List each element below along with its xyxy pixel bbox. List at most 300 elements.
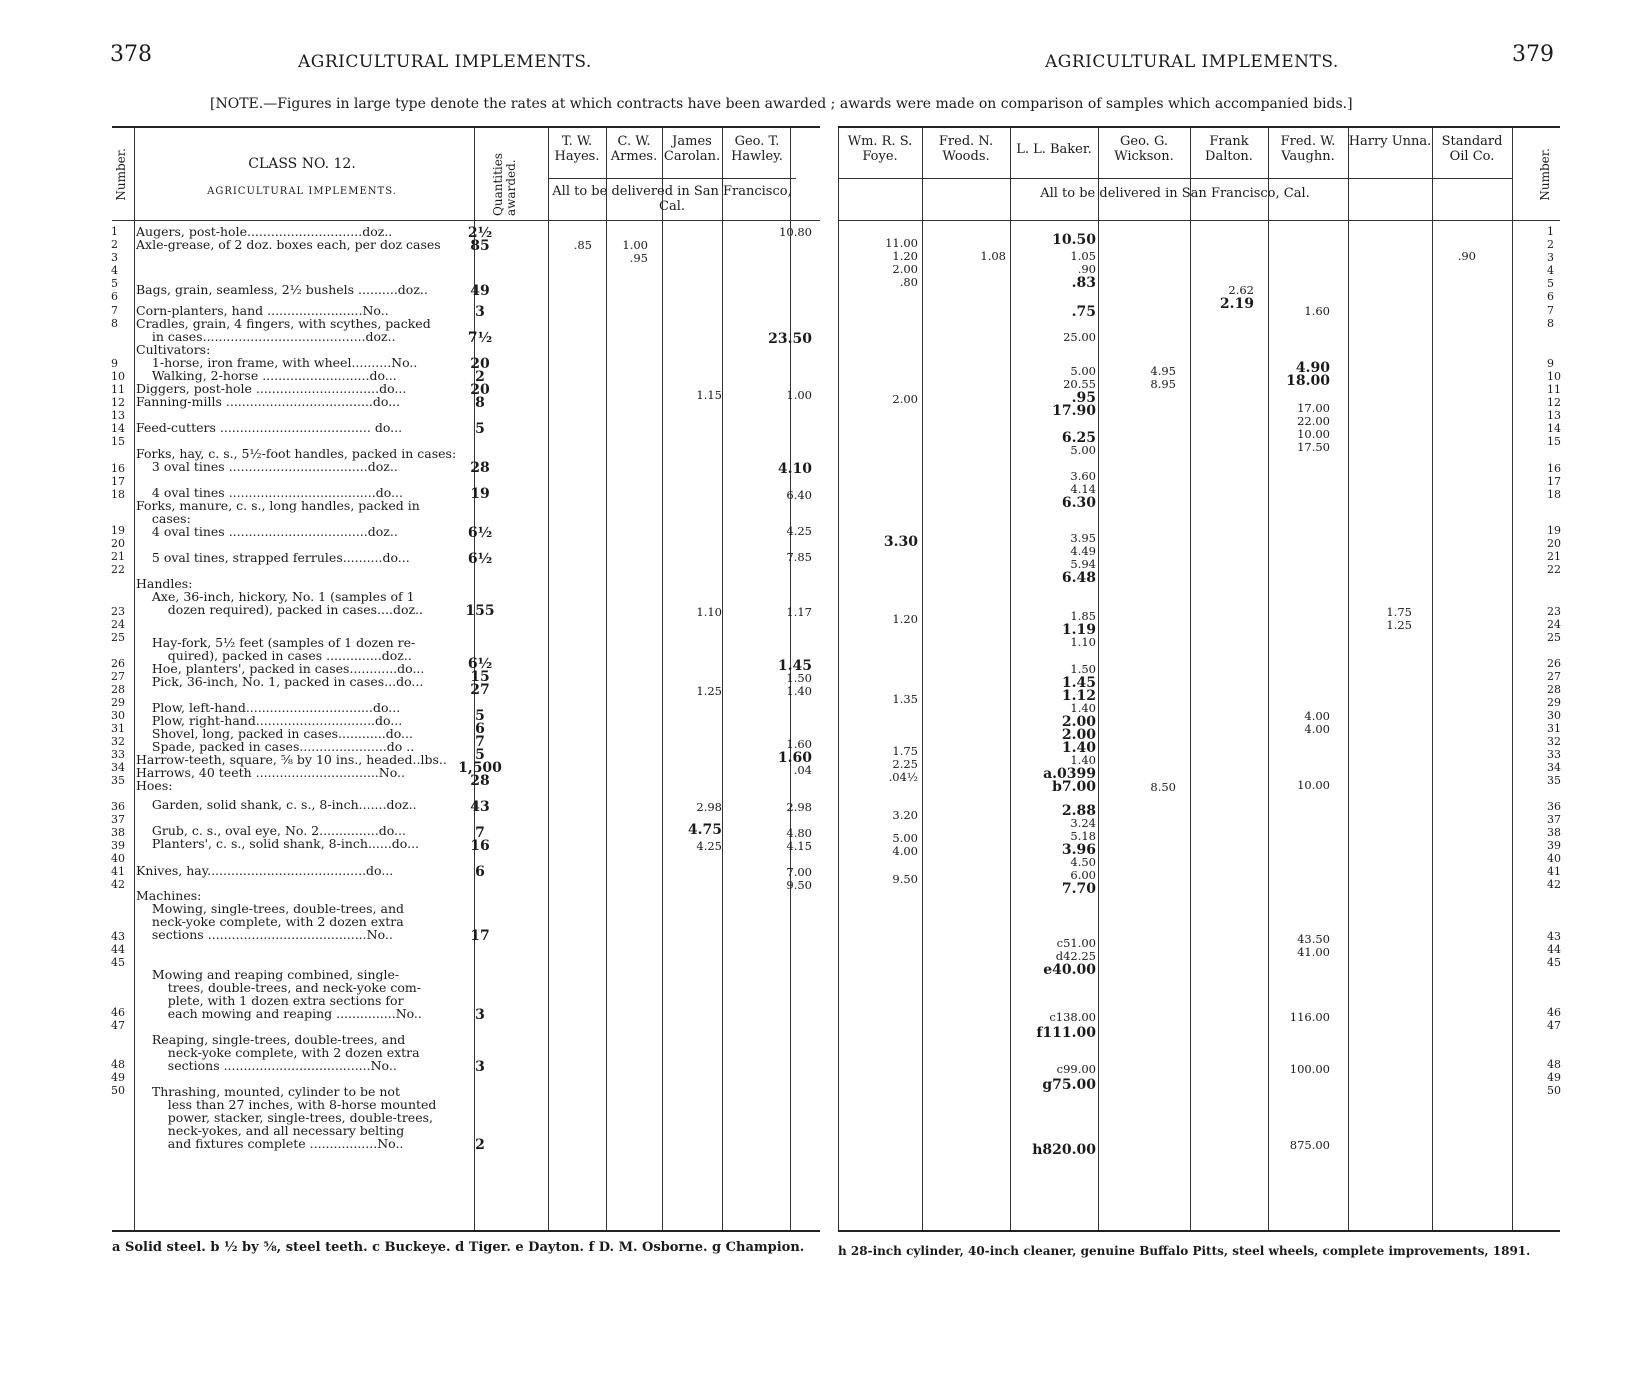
row-number: 49 (1547, 1071, 1561, 1084)
quantity-value: 49 (470, 283, 490, 299)
bid-value: 17.00 (1297, 401, 1330, 415)
bid-value: 7.70 (1061, 881, 1096, 897)
bidder-foye: Wm. R. S. Foye. (847, 134, 913, 164)
bid-value: 4.00 (892, 844, 918, 858)
number-column-label-right: Number. (1538, 148, 1552, 201)
bid-value: 4.25 (696, 839, 722, 853)
bid-value: 9.50 (892, 872, 918, 886)
bid-value: 6.30 (1061, 495, 1096, 511)
quantity-value: 3 (475, 304, 485, 320)
bid-value: .04½ (888, 770, 918, 784)
bid-value: 8.95 (1150, 377, 1176, 391)
quantity-value: 7 (475, 825, 485, 841)
quantity-value: 20 (470, 356, 490, 372)
row-number: 29 (1547, 696, 1561, 709)
item-description: Mowing, single-trees, double-trees, and (136, 901, 405, 916)
row-number: 15 (111, 435, 125, 448)
item-description: Reaping, single-trees, double-trees, and (136, 1032, 406, 1047)
note: [NOTE.—Figures in large type denote the rates at which contracts have been awarded ; awards were made on comparison of samples which accompanied bids.] (210, 96, 1353, 112)
row-number: 23 (1547, 605, 1561, 618)
bid-value: 1.25 (696, 684, 722, 698)
row-number: 36 (1547, 800, 1561, 813)
bid-value: a.0399 (1043, 766, 1096, 782)
quantity-value: 15 (470, 669, 490, 685)
bid-value: 3.95 (1070, 531, 1096, 545)
row-number: 42 (111, 878, 125, 891)
bid-value: 25.00 (1063, 330, 1096, 344)
bid-value: 4.75 (687, 822, 722, 838)
quantity-value: 2 (475, 369, 485, 385)
row-number: 34 (1547, 761, 1561, 774)
row-number: 44 (111, 943, 125, 956)
bidder-baker: L. L. Baker. (1016, 142, 1092, 157)
bid-value: .75 (1071, 304, 1096, 320)
bid-value: .90 (1457, 249, 1476, 263)
bid-value: 18.00 (1286, 373, 1330, 389)
row-number: 8 (111, 317, 118, 330)
bid-value: 1.40 (1061, 740, 1096, 756)
bid-value: 2.19 (1219, 296, 1254, 312)
item-description: Bags, grain, seamless, 2½ bushels ..........doz.. (136, 282, 428, 297)
bid-value: 1.50 (1070, 662, 1096, 676)
bidder-woods: Fred. N. Woods. (938, 134, 994, 164)
bid-value: 1.19 (1061, 622, 1096, 638)
item-description: Plow, left-hand................................do... (136, 700, 401, 715)
row-number: 1 (1547, 225, 1554, 238)
row-number: 21 (1547, 550, 1561, 563)
item-description: Axle-grease, of 2 doz. boxes each, per doz cases (136, 237, 441, 252)
quantity-value: 19 (470, 486, 490, 502)
row-number: 24 (1547, 618, 1561, 631)
bidder-hayes: T. W. Hayes. (554, 134, 600, 164)
bid-value: 1.50 (786, 671, 812, 685)
quantity-value: 8 (475, 395, 485, 411)
item-description: each mowing and reaping ...............No.. (136, 1006, 422, 1021)
quantity-value: 20 (470, 382, 490, 398)
row-number: 46 (111, 1006, 125, 1019)
bid-value: 1.10 (1070, 635, 1096, 649)
bid-value: 1.60 (1304, 304, 1330, 318)
bid-value: 875.00 (1289, 1138, 1330, 1152)
footnote-left: a Solid steel. b ½ by ⅝, steel teeth. c Buckeye. d Tiger. e Dayton. f D. M. Osborne. g Champion. (112, 1240, 805, 1255)
row-number: 28 (1547, 683, 1561, 696)
footnote-right: h 28-inch cylinder, 40-inch cleaner, genuine Buffalo Pitts, steel wheels, complete improvements, 1891. (838, 1244, 1531, 1258)
item-description: Knives, hay........................................do... (136, 863, 394, 878)
quantity-value: 6½ (467, 656, 493, 672)
item-description: quired), packed in cases ..............doz.. (136, 648, 412, 663)
class-label: CLASS NO. 12. (248, 156, 356, 172)
item-description: Diggers, post-hole ...............................do... (136, 381, 407, 396)
bid-value: 5.18 (1070, 829, 1096, 843)
bid-value: 4.50 (1070, 855, 1096, 869)
row-number: 36 (111, 800, 125, 813)
bid-value: 10.50 (1052, 232, 1096, 248)
row-number: 23 (111, 605, 125, 618)
bid-value: 4.15 (786, 839, 812, 853)
item-description: neck-yoke complete, with 2 dozen extra (136, 1045, 420, 1060)
row-number: 40 (111, 852, 125, 865)
bid-value: 3.96 (1061, 842, 1096, 858)
bid-value: g75.00 (1042, 1077, 1096, 1093)
row-number: 35 (111, 774, 125, 787)
bid-value: 8.50 (1150, 780, 1176, 794)
bid-value: 1.20 (892, 612, 918, 626)
item-description: Harrows, 40 teeth ...............................No.. (136, 765, 406, 780)
row-number: 24 (111, 618, 125, 631)
bid-value: 5.00 (892, 831, 918, 845)
bid-value: 1.35 (892, 692, 918, 706)
item-description: Grub, c. s., oval eye, No. 2...............do... (136, 823, 406, 838)
bid-value: 6.40 (786, 488, 812, 502)
quantity-value: 7½ (467, 330, 493, 346)
bid-value: 116.00 (1289, 1010, 1330, 1024)
row-number: 39 (111, 839, 125, 852)
bid-value: 4.49 (1070, 544, 1096, 558)
quantity-value: 6 (475, 721, 485, 737)
row-number: 43 (1547, 930, 1561, 943)
bid-value: b7.00 (1052, 779, 1096, 795)
quantity-value: 7 (475, 734, 485, 750)
bid-value: 1.75 (892, 744, 918, 758)
item-description: dozen required), packed in cases....doz.. (136, 602, 423, 617)
quantity-value: 1,500 (458, 760, 502, 776)
quantities-label: Quantities awarded. (491, 152, 518, 216)
bid-value: 2.62 (1228, 283, 1254, 297)
bid-value: 2.00 (892, 262, 918, 276)
bid-value: 1.45 (1061, 675, 1096, 691)
quantity-value: 17 (470, 928, 490, 944)
bid-value: 1.15 (696, 388, 722, 402)
item-description: neck-yoke complete, with 2 dozen extra (136, 914, 404, 929)
bid-value: 100.00 (1289, 1062, 1330, 1076)
row-number: 9 (111, 357, 118, 370)
quantity-value: 6 (475, 864, 485, 880)
item-description: trees, double-trees, and neck-yoke com- (136, 980, 421, 995)
bid-value: 10.00 (1297, 778, 1330, 792)
row-number: 14 (111, 422, 125, 435)
bid-value: .80 (899, 275, 918, 289)
item-description: Augers, post-hole.............................doz.. (136, 224, 393, 239)
bid-value: .95 (629, 251, 648, 265)
item-description: neck-yokes, and all necessary belting (136, 1123, 405, 1138)
bid-value: 5.94 (1070, 557, 1096, 571)
bid-value: 1.40 (1070, 753, 1096, 767)
row-number: 19 (1547, 524, 1561, 537)
quantity-value: 16 (470, 838, 490, 854)
quantity-value: 3 (475, 1007, 485, 1023)
bid-value: c138.00 (1049, 1010, 1096, 1024)
bid-value: 6.25 (1061, 430, 1096, 446)
row-number: 1 (111, 225, 118, 238)
bid-value: 1.45 (777, 658, 812, 674)
bid-value: 20.55 (1063, 377, 1096, 391)
bid-value: 3.20 (892, 808, 918, 822)
row-number: 47 (1547, 1019, 1561, 1032)
quantity-value: 5 (475, 421, 485, 437)
item-description: Thrashing, mounted, cylinder to be not (136, 1084, 400, 1099)
row-number: 29 (111, 696, 125, 709)
bid-value: 2.00 (892, 392, 918, 406)
item-description: Forks, manure, c. s., long handles, packed in (136, 498, 420, 513)
row-number: 9 (1547, 357, 1554, 370)
bid-value: e40.00 (1043, 962, 1096, 978)
item-description: sections .....................................No.. (136, 1058, 397, 1073)
bid-value: 43.50 (1297, 932, 1330, 946)
item-description: Hoes: (136, 778, 173, 793)
row-number: 28 (111, 683, 125, 696)
row-number: 20 (111, 537, 125, 550)
row-number: 20 (1547, 537, 1561, 550)
page-title-right: AGRICULTURAL IMPLEMENTS. (1045, 52, 1339, 72)
bid-value: 1.60 (786, 737, 812, 751)
bid-value: 11.00 (885, 236, 918, 250)
quantity-value: 27 (470, 682, 490, 698)
row-number: 33 (111, 748, 125, 761)
row-number: 13 (111, 409, 125, 422)
row-number: 47 (111, 1019, 125, 1032)
row-number: 45 (1547, 956, 1561, 969)
bid-value: 4.95 (1150, 364, 1176, 378)
bid-value: 1.60 (777, 750, 812, 766)
item-description: Corn-planters, hand ........................No.. (136, 303, 389, 318)
row-number: 37 (111, 813, 125, 826)
item-description: Handles: (136, 576, 193, 591)
page-title-left: AGRICULTURAL IMPLEMENTS. (298, 52, 592, 72)
row-number: 38 (1547, 826, 1561, 839)
row-number: 48 (111, 1058, 125, 1071)
bidder-unna: Harry Unna. (1348, 134, 1432, 149)
bidder-hawley: Geo. T. Hawley. (731, 134, 783, 164)
item-description: Mowing and reaping combined, single- (136, 967, 400, 982)
item-description: Fanning-mills .....................................do... (136, 394, 401, 409)
row-number: 44 (1547, 943, 1561, 956)
bid-value: 22.00 (1297, 414, 1330, 428)
item-description: Pick, 36-inch, No. 1, packed in cases...do... (136, 674, 424, 689)
row-number: 2 (1547, 238, 1554, 251)
bid-value: 2.98 (696, 800, 722, 814)
row-number: 45 (111, 956, 125, 969)
bid-value: 1.25 (1386, 618, 1412, 632)
row-number: 26 (111, 657, 125, 670)
item-description: cases: (136, 511, 191, 526)
item-description: sections ........................................No.. (136, 927, 393, 942)
row-number: 11 (111, 383, 125, 396)
class-subtitle: AGRICULTURAL IMPLEMENTS. (207, 186, 397, 197)
quantity-value: 85 (470, 238, 490, 254)
row-number: 8 (1547, 317, 1554, 330)
row-number: 43 (111, 930, 125, 943)
delivery-note-left: All to be delivered in San Francisco, Cal. (552, 184, 792, 214)
bid-value: c99.00 (1056, 1062, 1096, 1076)
bidder-armes: C. W. Armes. (610, 134, 658, 164)
row-number: 26 (1547, 657, 1561, 670)
row-number: 14 (1547, 422, 1561, 435)
row-number: 30 (1547, 709, 1561, 722)
bid-value: 17.50 (1297, 440, 1330, 454)
bid-value: 1.20 (892, 249, 918, 263)
item-description: Plow, right-hand..............................do... (136, 713, 403, 728)
item-description: less than 27 inches, with 8-horse mounted (136, 1097, 437, 1112)
bid-value: 3.24 (1070, 816, 1096, 830)
bid-value: .90 (1077, 262, 1096, 276)
bid-value: 1.17 (786, 605, 812, 619)
row-number: 46 (1547, 1006, 1561, 1019)
quantity-value: 5 (475, 708, 485, 724)
item-description: Axe, 36-inch, hickory, No. 1 (samples of 1 (136, 589, 415, 604)
row-number: 4 (111, 264, 118, 277)
item-description: and fixtures complete .................No.. (136, 1136, 404, 1151)
page-number-right: 379 (1512, 42, 1554, 67)
bid-value: 4.00 (1304, 722, 1330, 736)
row-number: 30 (111, 709, 125, 722)
bid-value: 1.00 (622, 238, 648, 252)
bid-value: 23.50 (768, 331, 812, 347)
bid-value: f111.00 (1036, 1025, 1096, 1041)
row-number: 31 (111, 722, 125, 735)
item-description: Garden, solid shank, c. s., 8-inch.......doz.. (136, 797, 417, 812)
item-description: Shovel, long, packed in cases............do... (136, 726, 413, 741)
quantity-value: 155 (465, 603, 495, 619)
bid-value: 4.10 (777, 461, 812, 477)
delivery-note-right: All to be delivered in San Francisco, Cal. (1040, 186, 1310, 201)
item-description: Machines: (136, 888, 202, 903)
item-description: power, stacker, single-trees, double-trees, (136, 1110, 433, 1125)
item-description: plete, with 1 dozen extra sections for (136, 993, 404, 1008)
bid-value: 3.60 (1070, 469, 1096, 483)
item-description: 1-horse, iron frame, with wheel..........No.. (136, 355, 418, 370)
row-number: 42 (1547, 878, 1561, 891)
quantity-value: 43 (470, 799, 490, 815)
bid-value: 6.00 (1070, 868, 1096, 882)
row-number: 11 (1547, 383, 1561, 396)
row-number: 18 (1547, 488, 1561, 501)
row-number: 12 (1547, 396, 1561, 409)
bidder-vaughn: Fred. W. Vaughn. (1280, 134, 1336, 164)
bid-value: 4.14 (1070, 482, 1096, 496)
row-number: 10 (111, 370, 125, 383)
item-description: Spade, packed in cases......................do .. (136, 739, 415, 754)
bidder-dalton: Frank Dalton. (1205, 134, 1253, 164)
row-number: 49 (111, 1071, 125, 1084)
bidder-wickson: Geo. G. Wickson. (1114, 134, 1174, 164)
row-number: 48 (1547, 1058, 1561, 1071)
row-number: 6 (1547, 290, 1554, 303)
item-description: Cultivators: (136, 342, 211, 357)
quantity-value: 28 (470, 773, 490, 789)
item-description: Planters', c. s., solid shank, 8-inch......do... (136, 836, 420, 851)
bid-value: 9.50 (786, 878, 812, 892)
row-number: 34 (111, 761, 125, 774)
row-number: 32 (1547, 735, 1561, 748)
row-number: 22 (1547, 563, 1561, 576)
quantity-value: 2 (475, 1137, 485, 1153)
bid-value: 10.00 (1297, 427, 1330, 441)
bid-value: 1.10 (696, 605, 722, 619)
bid-value: 7.85 (786, 550, 812, 564)
bid-value: 1.05 (1070, 249, 1096, 263)
quantity-value: 6½ (467, 525, 493, 541)
row-number: 3 (111, 251, 118, 264)
bid-value: 1.85 (1070, 609, 1096, 623)
bid-value: .83 (1071, 275, 1096, 291)
bid-value: .04 (793, 763, 812, 777)
bid-value: 17.90 (1052, 403, 1096, 419)
bid-value: 2.25 (892, 757, 918, 771)
bid-value: 5.00 (1070, 364, 1096, 378)
row-number: 27 (111, 670, 125, 683)
bid-value: 2.88 (1061, 803, 1096, 819)
bid-value: 2.00 (1061, 714, 1096, 730)
bid-value: 10.80 (779, 225, 812, 239)
quantity-value: 3 (475, 1059, 485, 1075)
bid-value: 4.80 (786, 826, 812, 840)
item-description: Harrow-teeth, square, ⅝ by 10 ins., headed..lbs.. (136, 752, 447, 767)
number-column-label: Number. (114, 148, 128, 201)
item-description: Hay-fork, 5½ feet (samples of 1 dozen re- (136, 635, 416, 650)
row-number: 5 (111, 277, 118, 290)
page-number-left: 378 (110, 42, 152, 67)
bid-value: 1.75 (1386, 605, 1412, 619)
bid-value: 1.08 (980, 249, 1006, 263)
row-number: 5 (1547, 277, 1554, 290)
row-number: 3 (1547, 251, 1554, 264)
row-number: 41 (1547, 865, 1561, 878)
bid-value: 6.48 (1061, 570, 1096, 586)
item-description: 4 oval tines ...................................doz.. (136, 524, 398, 539)
item-description: Cradles, grain, 4 fingers, with scythes, packed (136, 316, 431, 331)
bid-value: 3.30 (883, 534, 918, 550)
row-number: 16 (111, 462, 125, 475)
item-description: 3 oval tines ...................................doz.. (136, 459, 398, 474)
quantity-value: 28 (470, 460, 490, 476)
bid-value: .95 (1071, 390, 1096, 406)
row-number: 25 (1547, 631, 1561, 644)
row-number: 15 (1547, 435, 1561, 448)
row-number: 18 (111, 488, 125, 501)
row-number: 38 (111, 826, 125, 839)
bid-value: c51.00 (1056, 936, 1096, 950)
bid-value: d42.25 (1055, 949, 1096, 963)
bid-value: 4.90 (1295, 360, 1330, 376)
row-number: 2 (111, 238, 118, 251)
bid-value: 2.98 (786, 800, 812, 814)
bid-value: 7.00 (786, 865, 812, 879)
item-description: in cases.........................................doz.. (136, 329, 396, 344)
row-number: 12 (111, 396, 125, 409)
row-number: 17 (111, 475, 125, 488)
row-number: 39 (1547, 839, 1561, 852)
bid-value: 41.00 (1297, 945, 1330, 959)
row-number: 19 (111, 524, 125, 537)
bid-value: 4.00 (1304, 709, 1330, 723)
row-number: 32 (111, 735, 125, 748)
bid-value: 2.00 (1061, 727, 1096, 743)
bidder-standard-oil: Standard Oil Co. (1441, 134, 1503, 164)
row-number: 35 (1547, 774, 1561, 787)
quantity-value: 6½ (467, 551, 493, 567)
item-description: 4 oval tines .....................................do... (136, 485, 403, 500)
bid-value: .85 (573, 238, 592, 252)
bid-value: 1.00 (786, 388, 812, 402)
row-number: 10 (1547, 370, 1561, 383)
bid-value: h820.00 (1032, 1142, 1096, 1158)
row-number: 17 (1547, 475, 1561, 488)
bid-value: 1.12 (1061, 688, 1096, 704)
item-description: Forks, hay, c. s., 5½-foot handles, packed in cases: (136, 446, 457, 461)
quantity-value: 2½ (467, 225, 493, 241)
row-number: 40 (1547, 852, 1561, 865)
row-number: 16 (1547, 462, 1561, 475)
